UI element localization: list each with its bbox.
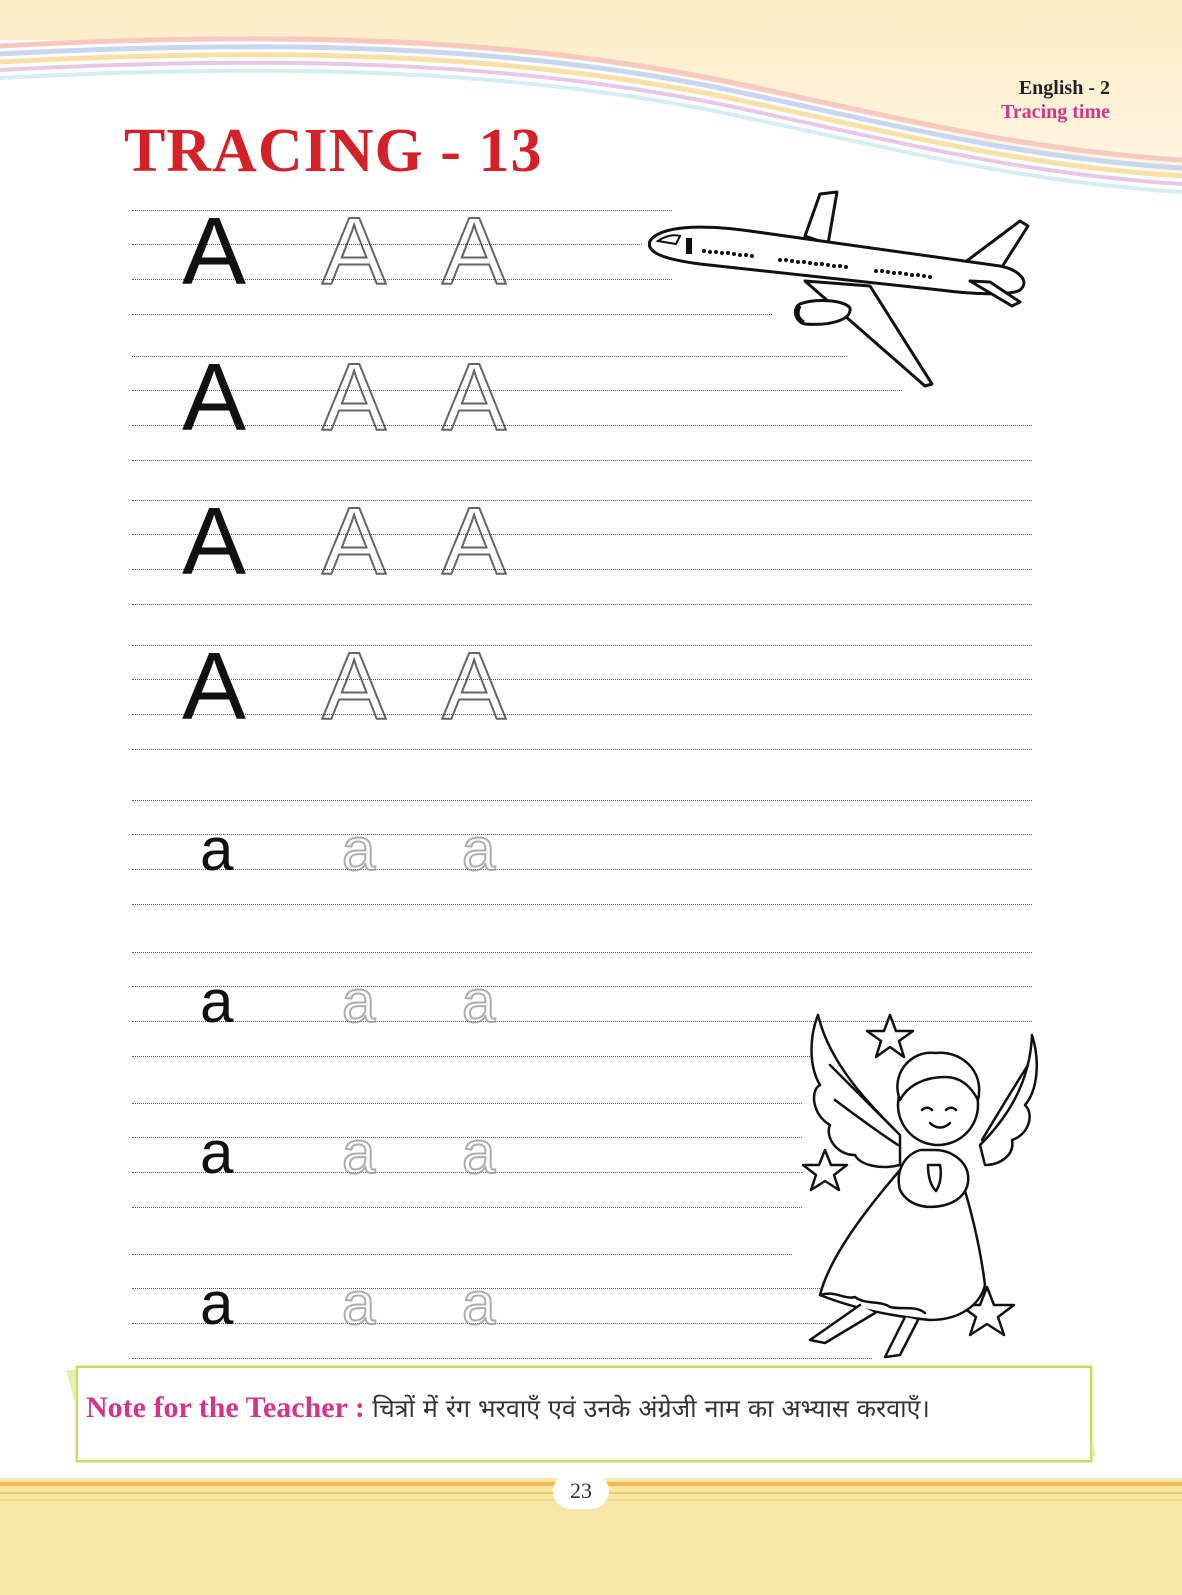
trace-letter[interactable]: A <box>442 344 507 451</box>
trace-letter[interactable]: a <box>462 1119 496 1186</box>
model-letter: a <box>200 816 234 883</box>
trace-letter[interactable]: A <box>322 633 387 740</box>
model-letter: a <box>200 1119 234 1186</box>
teacher-note-label: Note for the Teacher : <box>86 1391 365 1424</box>
trace-letter[interactable]: a <box>342 1270 376 1337</box>
trace-letter[interactable]: a <box>462 816 496 883</box>
teacher-note <box>86 1388 930 1429</box>
model-letter: A <box>182 633 247 740</box>
trace-letter[interactable]: A <box>442 633 507 740</box>
model-letter: A <box>182 198 247 305</box>
trace-letter[interactable]: A <box>442 488 507 595</box>
trace-letter[interactable]: A <box>442 198 507 305</box>
trace-letter[interactable]: a <box>462 968 496 1035</box>
model-letter: A <box>182 488 247 595</box>
trace-letter[interactable]: a <box>342 1119 376 1186</box>
trace-letter[interactable]: A <box>322 488 387 595</box>
trace-letter[interactable]: a <box>342 968 376 1035</box>
airplane-icon <box>640 186 1035 391</box>
section-label: Tracing time <box>1000 101 1110 123</box>
trace-letter[interactable]: a <box>342 816 376 883</box>
model-letter: a <box>200 968 234 1035</box>
trace-letter[interactable]: a <box>462 1270 496 1337</box>
trace-letter[interactable]: A <box>322 198 387 305</box>
page-title: TRACING - 13 <box>124 117 543 185</box>
subject-label: English - 2 <box>1018 77 1110 99</box>
teacher-note-text: चित्रों में रंग भरवाएँ एवं उनके अंग्रेजी नाम का अभ्यास करवाएँ। <box>372 1394 930 1423</box>
page-number: 23 <box>553 1473 609 1509</box>
model-letter: A <box>182 344 247 451</box>
trace-letter[interactable]: A <box>322 344 387 451</box>
angel-icon <box>790 1005 1045 1360</box>
model-letter: a <box>200 1270 234 1337</box>
